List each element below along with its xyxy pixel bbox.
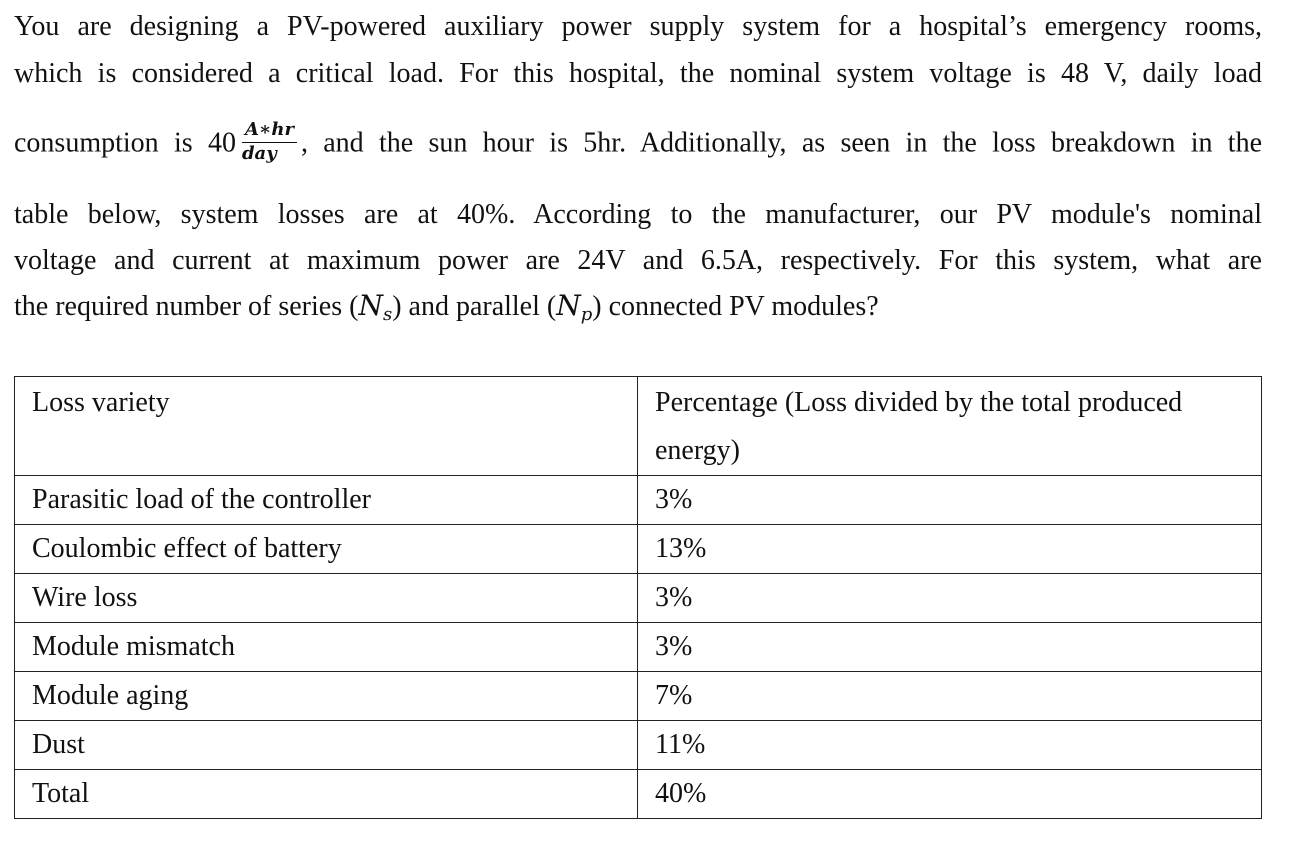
- problem-line-5: voltage and current at maximum power are 24V and 6.5A, respectively. For this system, what are: [14, 245, 1262, 276]
- loss-variety-cell: Wire loss: [15, 574, 638, 623]
- header-percentage: Percentage (Loss divided by the total produced energy): [638, 377, 1262, 476]
- parallel-symbol: [556, 289, 593, 325]
- problem-line-2: which is considered a critical load. For this hospital, the nominal system voltage is 48 V, daily load: [14, 58, 1262, 89]
- line3-prefix: consumption is 40: [14, 127, 236, 159]
- loss-variety-cell: Coulombic effect of battery: [15, 525, 638, 574]
- table-row: [15, 476, 1262, 525]
- line6-part-2: and parallel: [408, 291, 540, 322]
- percentage-cell: 13%: [638, 525, 1262, 574]
- loss-variety-cell: Module aging: [15, 672, 638, 721]
- series-symbol: [358, 289, 393, 325]
- table-row: [15, 525, 1262, 574]
- line3-suffix: , and the sun hour is 5hr. Additionally, as seen in the loss breakdown in the: [300, 127, 1263, 159]
- percentage-cell: 3%: [638, 623, 1262, 672]
- problem-line-4: table below, system losses are at 40%. According to the manufacturer, our PV module's nominal: [14, 199, 1262, 230]
- line6-part-3: connected PV modules?: [608, 291, 879, 322]
- loss-variety-cell: Total: [15, 770, 638, 819]
- loss-variety-cell: Module mismatch: [15, 623, 638, 672]
- header-loss-variety: Loss variety: [15, 377, 638, 476]
- problem-line-6: the required number of series $(N_s)$ and parallel $(N_p)$ connected PV modules?: [14, 289, 879, 325]
- loss-breakdown-table: [14, 376, 1262, 819]
- series-subscript: s: [382, 304, 393, 325]
- problem-line-3: [14, 119, 1263, 167]
- table-row: [15, 574, 1262, 623]
- percentage-cell: 11%: [638, 721, 1262, 770]
- table-header-row: [15, 377, 1262, 476]
- series-symbol-letter: N: [358, 289, 383, 322]
- fraction-numerator: A∗hr: [242, 120, 297, 143]
- table-row-total: [15, 770, 1262, 819]
- percentage-cell: 3%: [638, 476, 1262, 525]
- percentage-cell: 40%: [638, 770, 1262, 819]
- parallel-symbol-letter: N: [556, 289, 581, 322]
- table-row: [15, 623, 1262, 672]
- table-row: [15, 672, 1262, 721]
- table-row: [15, 721, 1262, 770]
- percentage-cell: 7%: [638, 672, 1262, 721]
- parallel-subscript: p: [580, 304, 593, 325]
- problem-line-1: You are designing a PV-powered auxiliary power supply system for a hospital’s emergency rooms,: [14, 11, 1262, 42]
- loss-variety-cell: Parasitic load of the controller: [15, 476, 638, 525]
- fraction-denominator: day: [241, 143, 277, 164]
- loss-variety-cell: Dust: [15, 721, 638, 770]
- current-per-day-fraction: [242, 120, 297, 164]
- percentage-cell: 3%: [638, 574, 1262, 623]
- line6-part-1: the required number of series: [14, 291, 343, 322]
